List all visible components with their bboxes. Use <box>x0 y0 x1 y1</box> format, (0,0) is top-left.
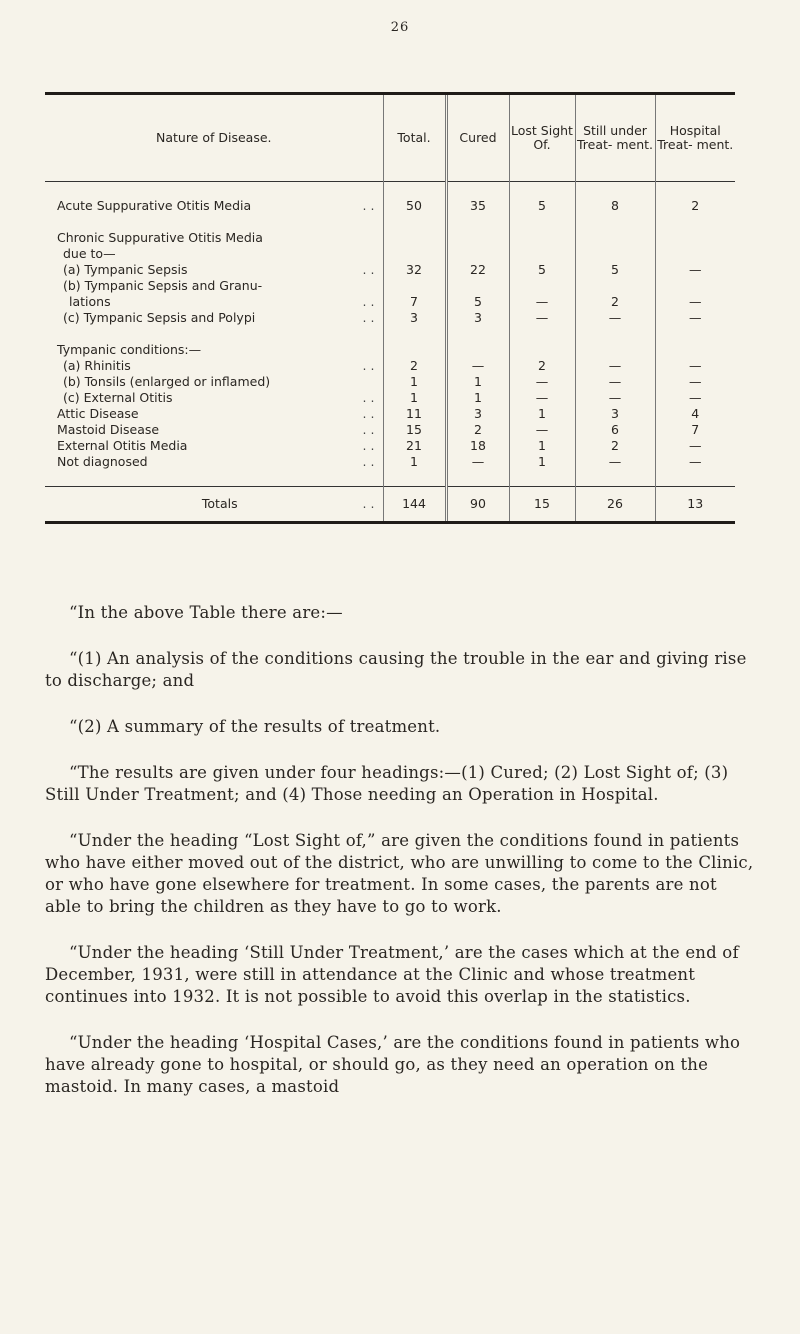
table-row <box>45 438 735 454</box>
spacer-row <box>45 182 735 199</box>
cell-total <box>383 246 446 262</box>
table-row <box>45 278 735 294</box>
disease-results-table <box>45 92 735 524</box>
table-bottom-rule <box>45 521 735 524</box>
total-lost-sight-of: 15 <box>509 487 575 522</box>
dot-leader: .. <box>362 294 379 309</box>
cell-still-under-treatment: — <box>575 390 655 406</box>
cell-cured: 22 <box>446 262 509 278</box>
header-lost-sight-of: Lost Sight Of. <box>509 95 575 182</box>
row-label-text: Acute Suppurative Otitis Media <box>57 198 252 213</box>
row-label <box>45 454 383 470</box>
cell-hospital-treatment: — <box>655 390 735 406</box>
cell-cured: 35 <box>446 198 509 214</box>
cell-lost-sight-of <box>509 246 575 262</box>
cell-hospital-treatment <box>655 342 735 358</box>
cell-hospital-treatment: — <box>655 262 735 278</box>
spacer-row <box>45 326 735 342</box>
cell-still-under-treatment: — <box>575 358 655 374</box>
cell-cured <box>446 278 509 294</box>
cell-total: 15 <box>383 422 446 438</box>
cell-lost-sight-of <box>509 230 575 246</box>
row-label <box>45 358 383 374</box>
cell-total: 3 <box>383 310 446 326</box>
cell-still-under-treatment <box>575 342 655 358</box>
cell-still-under-treatment: 8 <box>575 198 655 214</box>
cell-hospital-treatment: — <box>655 358 735 374</box>
cell-total: 11 <box>383 406 446 422</box>
cell-cured: 3 <box>446 310 509 326</box>
row-label <box>45 278 383 294</box>
cell-lost-sight-of <box>509 278 575 294</box>
row-label-text: due to— <box>63 246 116 261</box>
dot-leader: .. <box>362 454 379 469</box>
table-row <box>45 342 735 358</box>
table-row <box>45 262 735 278</box>
table-row <box>45 454 735 470</box>
cell-cured <box>446 342 509 358</box>
row-label <box>45 390 383 406</box>
totals-row <box>45 487 735 522</box>
cell-cured: — <box>446 358 509 374</box>
cell-cured: 1 <box>446 374 509 390</box>
dot-leader: .. <box>362 422 379 437</box>
row-label-text: Tympanic conditions:— <box>57 342 202 357</box>
cell-lost-sight-of <box>509 342 575 358</box>
paragraph: “Under the heading “Lost Sight of,” are given the conditions found in patients who have either moved out of the district, who are unwilling to come to the Clinic, or who have gone elsewhere for treatment. In some cases, the parents are not able to bring the children as they have to go to work. <box>45 831 754 916</box>
page-number: 26 <box>390 20 410 35</box>
spacer-row <box>45 470 735 487</box>
row-label <box>45 230 383 246</box>
total-total: 144 <box>383 487 446 522</box>
row-label <box>45 438 383 454</box>
cell-still-under-treatment <box>575 230 655 246</box>
table-row <box>45 358 735 374</box>
dot-leader: .. <box>362 262 379 277</box>
cell-lost-sight-of: 5 <box>509 198 575 214</box>
cell-hospital-treatment: 4 <box>655 406 735 422</box>
cell-total <box>383 342 446 358</box>
dot-leader: .. <box>362 390 379 405</box>
cell-total: 7 <box>383 294 446 310</box>
table-row <box>45 310 735 326</box>
row-label <box>45 262 383 278</box>
dot-leader: .. <box>362 198 379 213</box>
table-row <box>45 230 735 246</box>
cell-still-under-treatment: 2 <box>575 294 655 310</box>
cell-total: 1 <box>383 454 446 470</box>
cell-lost-sight-of: 1 <box>509 454 575 470</box>
cell-hospital-treatment: 2 <box>655 198 735 214</box>
cell-total: 2 <box>383 358 446 374</box>
row-label-text: (b) Tympanic Sepsis and Granu- <box>63 278 263 293</box>
totals-label-text: Totals <box>201 496 238 511</box>
row-label <box>45 246 383 262</box>
row-label <box>45 422 383 438</box>
dot-leader: .. <box>362 496 379 511</box>
row-label-text: Chronic Suppurative Otitis Media <box>57 230 263 245</box>
total-hospital-treatment: 13 <box>655 487 735 522</box>
cell-total: 1 <box>383 390 446 406</box>
header-total: Total. <box>383 95 446 182</box>
paragraph: “In the above Table there are:— <box>69 603 343 622</box>
dot-leader: .. <box>362 406 379 421</box>
row-label-text: Mastoid Disease <box>57 422 160 437</box>
cell-lost-sight-of: 2 <box>509 358 575 374</box>
table-row <box>45 390 735 406</box>
table-body <box>45 182 735 522</box>
cell-total: 32 <box>383 262 446 278</box>
row-label <box>45 198 383 214</box>
cell-total: 50 <box>383 198 446 214</box>
cell-total <box>383 230 446 246</box>
header-cured: Cured <box>446 95 509 182</box>
row-label-text: External Otitis Media <box>57 438 188 453</box>
cell-total: 21 <box>383 438 446 454</box>
row-label <box>45 294 383 310</box>
cell-cured: 3 <box>446 406 509 422</box>
row-label-text: (c) External Otitis <box>63 390 173 405</box>
cell-cured <box>446 246 509 262</box>
cell-still-under-treatment: — <box>575 374 655 390</box>
table-row <box>45 294 735 310</box>
cell-lost-sight-of: 1 <box>509 406 575 422</box>
cell-still-under-treatment <box>575 278 655 294</box>
dot-leader: .. <box>362 358 379 373</box>
table-row <box>45 422 735 438</box>
cell-lost-sight-of: 5 <box>509 262 575 278</box>
cell-still-under-treatment <box>575 246 655 262</box>
cell-still-under-treatment: 5 <box>575 262 655 278</box>
cell-cured: 18 <box>446 438 509 454</box>
body-text <box>45 602 755 1098</box>
row-label-text: Not diagnosed <box>57 454 148 469</box>
header-still-under-treatment: Still under Treat- ment. <box>575 95 655 182</box>
cell-still-under-treatment: 3 <box>575 406 655 422</box>
table-row <box>45 198 735 214</box>
cell-still-under-treatment: — <box>575 310 655 326</box>
cell-hospital-treatment: — <box>655 454 735 470</box>
cell-cured: 1 <box>446 390 509 406</box>
cell-lost-sight-of: — <box>509 390 575 406</box>
totals-label <box>45 487 383 522</box>
cell-cured <box>446 230 509 246</box>
paragraph: “The results are given under four headings:—(1) Cured; (2) Lost Sight of; (3) Still Under Treatment; and (4) Those needing an Operation in Hospital. <box>45 763 729 804</box>
cell-hospital-treatment <box>655 230 735 246</box>
cell-lost-sight-of: 1 <box>509 438 575 454</box>
cell-total: 1 <box>383 374 446 390</box>
table-header-row <box>45 95 735 182</box>
paragraph: “(1) An analysis of the conditions causing the trouble in the ear and giving rise to discharge; and <box>45 649 747 690</box>
paragraph: “Under the heading ‘Hospital Cases,’ are the conditions found in patients who have already gone to hospital, or should go, as they need an operation on the mastoid. In many cases, a mastoid <box>45 1033 741 1096</box>
table-row <box>45 406 735 422</box>
cell-still-under-treatment: — <box>575 454 655 470</box>
dot-leader: .. <box>362 438 379 453</box>
row-label <box>45 406 383 422</box>
row-label-text: lations <box>69 294 111 309</box>
table-row <box>45 246 735 262</box>
cell-hospital-treatment: — <box>655 438 735 454</box>
total-still-under-treatment: 26 <box>575 487 655 522</box>
total-cured: 90 <box>446 487 509 522</box>
row-label-text: (b) Tonsils (enlarged or inflamed) <box>63 374 271 389</box>
cell-lost-sight-of: — <box>509 310 575 326</box>
cell-cured: — <box>446 454 509 470</box>
cell-cured: 5 <box>446 294 509 310</box>
cell-still-under-treatment: 6 <box>575 422 655 438</box>
row-label-text: (a) Rhinitis <box>63 358 131 373</box>
cell-hospital-treatment <box>655 278 735 294</box>
cell-hospital-treatment: — <box>655 310 735 326</box>
header-nature-of-disease: Nature of Disease. <box>155 130 272 145</box>
row-label <box>45 342 383 358</box>
cell-cured: 2 <box>446 422 509 438</box>
paragraph: “(2) A summary of the results of treatment. <box>69 717 441 736</box>
cell-still-under-treatment: 2 <box>575 438 655 454</box>
paragraph: “Under the heading ‘Still Under Treatment,’ are the cases which at the end of December, 1931, were still in attendance at the Clinic and whose treatment continues into 1932. It is not possible to avoid this overlap in the statistics. <box>45 943 739 1006</box>
cell-hospital-treatment: — <box>655 374 735 390</box>
cell-lost-sight-of: — <box>509 294 575 310</box>
cell-hospital-treatment: 7 <box>655 422 735 438</box>
row-label-text: (a) Tympanic Sepsis <box>63 262 188 277</box>
row-label-text: (c) Tympanic Sepsis and Polypi <box>63 310 256 325</box>
cell-lost-sight-of: — <box>509 374 575 390</box>
row-label <box>45 374 383 390</box>
cell-lost-sight-of: — <box>509 422 575 438</box>
cell-hospital-treatment <box>655 246 735 262</box>
dot-leader: .. <box>362 310 379 325</box>
cell-hospital-treatment: — <box>655 294 735 310</box>
row-label-text: Attic Disease <box>57 406 139 421</box>
table-row <box>45 374 735 390</box>
spacer-row <box>45 214 735 230</box>
cell-total <box>383 278 446 294</box>
row-label <box>45 310 383 326</box>
header-hospital-treatment: Hospital Treat- ment. <box>655 95 735 182</box>
